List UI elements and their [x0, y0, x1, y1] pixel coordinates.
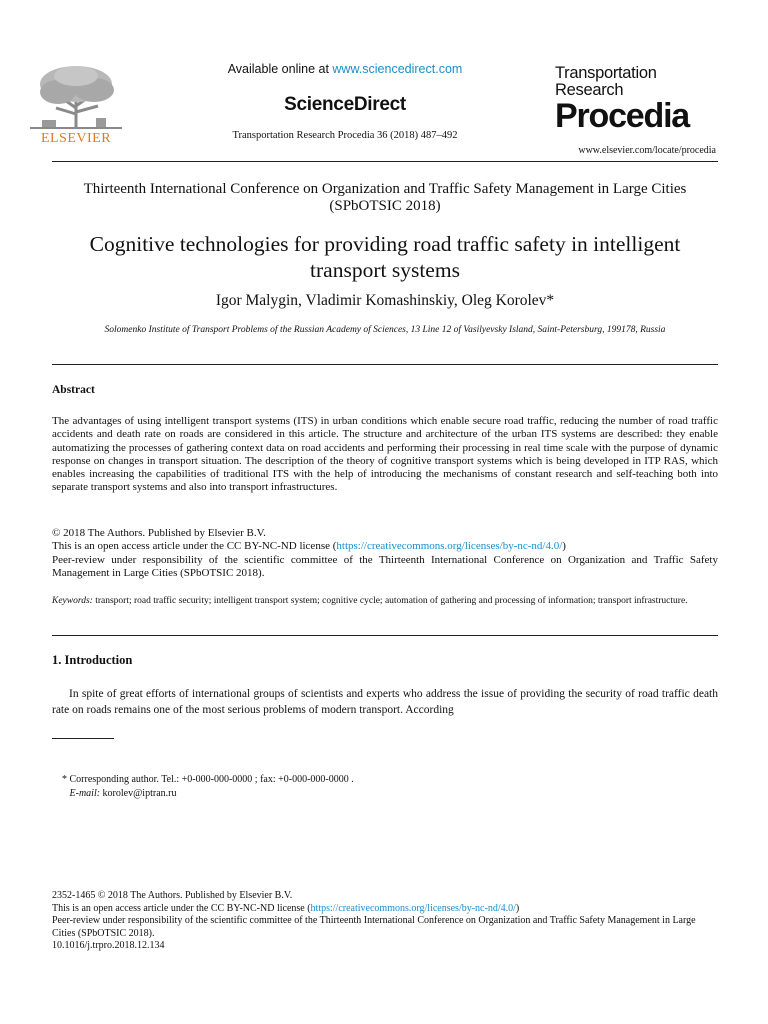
- sciencedirect-title: ScienceDirect: [284, 94, 406, 115]
- footer-peer-review: Peer-review under responsibility of the scientific committee of the Thirteenth International Conference on Organization and Traffic Safety Management in Large Cities (SPbOTSIC 2018).: [52, 915, 696, 939]
- conference-name: Thirteenth International Conference on Organization and Traffic Safety Management in Large Cities (SPbOTSIC 2018): [83, 181, 687, 214]
- abstract-license-prefix: This is an open access article under the CC BY-NC-ND license (: [52, 540, 337, 553]
- sciencedirect-link[interactable]: www.sciencedirect.com: [332, 62, 463, 76]
- footnote-divider: [52, 738, 114, 739]
- abstract-license-link[interactable]: https://creativecommons.org/licenses/by-nc-nd/4.0/: [336, 540, 563, 553]
- abstract-license-suffix: ): [562, 540, 566, 553]
- abstract-body: The advantages of using intelligent transport systems (ITS) in urban conditions which enable secure road traffic, reducing the number of road traffic accidents and death rate on roads are considered in this article. The structure and architecture of the urban ITS systems are described: they enable automatizing the processes of gathering context data on road accidents and performing their processing in real time scale with the purpose of dynamic response on changes in transport situation. The description of the theory of cognitive transport systems which is being developed in ITP RAS, which enables increasing the capabilities of traditional ITS with the help of introducing the mechanisms of constant research and self-teaching both into separate transport systems and also into transport infrastructures.: [52, 415, 718, 494]
- paper-title: Cognitive technologies for providing road traffic safety in intelligent transport systems: [89, 232, 681, 282]
- introduction-heading: 1. Introduction: [52, 653, 133, 667]
- available-online: [150, 62, 540, 76]
- journal-logo-line2: Research: [555, 81, 624, 99]
- author-affiliation: Solomenko Institute of Transport Problems of the Russian Academy of Sciences, 13 Line 12 of Vasilyevsky Island, Saint-Petersburg, 199178, Russia: [104, 325, 666, 335]
- abstract-bottom-divider: [52, 635, 718, 636]
- journal-reference: Transportation Research Procedia 36 (2018) 487–492: [232, 130, 458, 141]
- page-footer: [52, 890, 718, 953]
- abstract-copyright: © 2018 The Authors. Published by Elsevier B.V.: [52, 527, 266, 539]
- header-divider: [52, 161, 718, 162]
- introduction-body: In spite of great efforts of international groups of scientists and experts who address the issue of providing the security of road traffic death rate on roads remains one of the most serious problems of modern transport. According: [52, 688, 718, 716]
- abstract-license-block: [52, 527, 718, 580]
- keywords-list: transport; road traffic security; intelligent transport system; cognitive cycle; automation of gathering and processing of information; transport infrastructure.: [92, 596, 688, 606]
- email-line: [62, 787, 662, 801]
- elsevier-wordmark: ELSEVIER: [40, 131, 112, 146]
- journal-logo: [555, 65, 715, 133]
- footer-license-link[interactable]: https://creativecommons.org/licenses/by-nc-nd/4.0/: [310, 902, 516, 914]
- keywords-label: Keywords:: [52, 596, 93, 606]
- available-prefix: Available online at: [227, 62, 333, 76]
- abstract-peer-review: Peer-review under responsibility of the scientific committee of the Thirteenth International Conference on Organization and Traffic Safety Management in Large Cities (SPbOTSIC 2018).: [52, 553, 718, 579]
- abstract-heading: Abstract: [52, 384, 95, 396]
- corresponding-author: * Corresponding author. Tel.: +0-000-000-0000 ; fax: +0-000-000-0000 .: [62, 774, 354, 785]
- email-address[interactable]: korolev@iptran.ru: [100, 788, 177, 799]
- author-list: Igor Malygin, Vladimir Komashinskiy, Oleg Korolev*: [215, 292, 555, 309]
- footer-license-suffix: ): [515, 902, 520, 914]
- abstract-license-line: [52, 540, 718, 553]
- journal-logo-line1: Transportation: [555, 64, 657, 82]
- footnote: [62, 773, 662, 801]
- journal-url[interactable]: www.elsevier.com/locate/procedia: [578, 145, 716, 156]
- footer-license-prefix: This is an open access article under the CC BY-NC-ND license (: [52, 902, 311, 914]
- footer-license-line: [52, 903, 718, 916]
- abstract-top-divider: [52, 364, 718, 365]
- journal-logo-line3: Procedia: [555, 97, 690, 135]
- footer-doi[interactable]: 10.1016/j.trpro.2018.12.134: [52, 940, 165, 951]
- footer-issn: 2352-1465 © 2018 The Authors. Published by Elsevier B.V.: [52, 890, 293, 901]
- keywords: [52, 595, 718, 608]
- email-label: E-mail:: [69, 788, 101, 799]
